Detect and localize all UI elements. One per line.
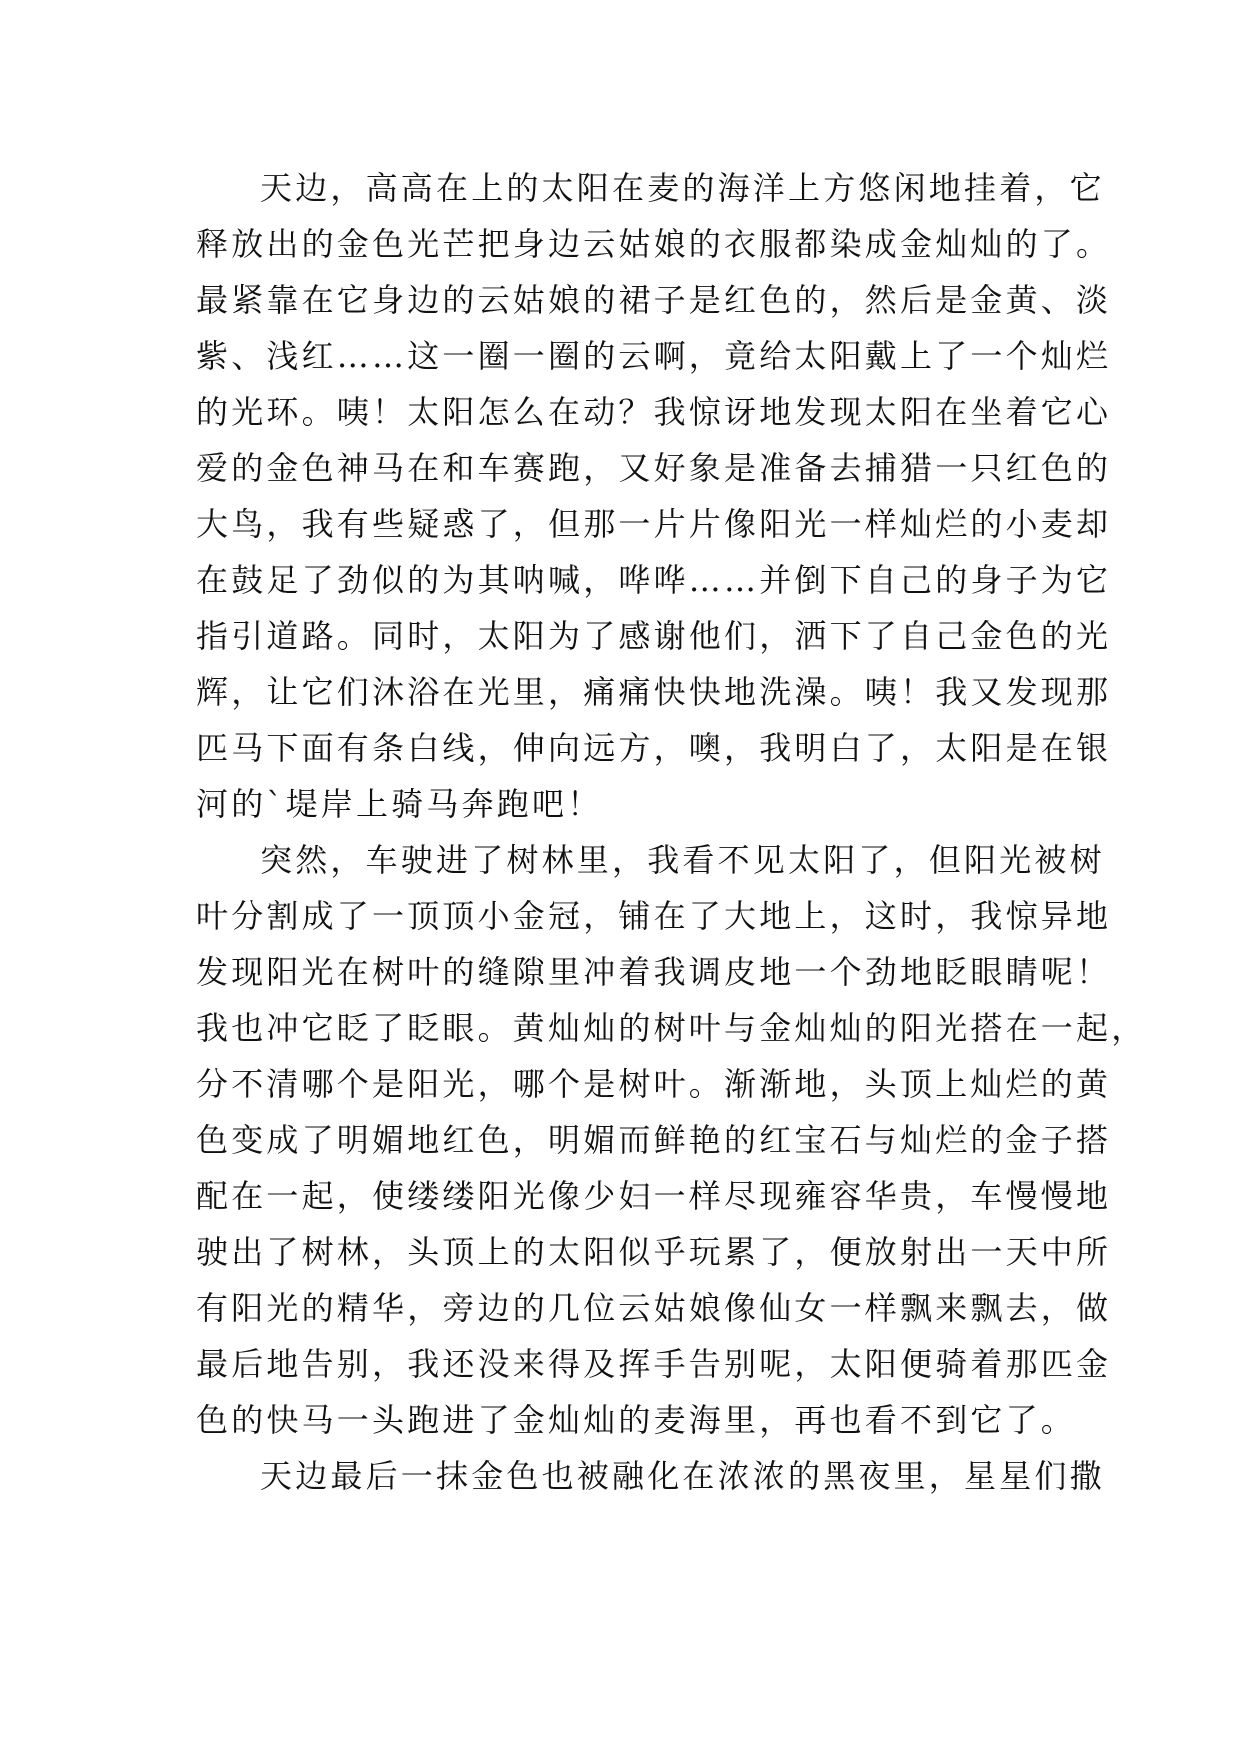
paragraph-1-line: 最紧靠在它身边的云姑娘的裙子是红色的，然后是金黄、淡 <box>196 281 1112 319</box>
paragraph-2-line: 配在一起，使缕缕阳光像少妇一样尽现雍容华贵，车慢慢地 <box>196 1177 1112 1215</box>
paragraph-1-line: 爱的金色神马在和车赛跑，又好象是准备去捕猎一只红色的 <box>196 449 1112 487</box>
paragraph-2-line: 分不清哪个是阳光，哪个是树叶。渐渐地，头顶上灿烂的黄 <box>196 1065 1112 1103</box>
paragraph-1-line: 指引道路。同时，太阳为了感谢他们，洒下了自己金色的光 <box>196 617 1112 655</box>
paragraph-1-line: 的光环。咦！太阳怎么在动？我惊讶地发现太阳在坐着它心 <box>196 393 1112 431</box>
paragraph-2-line: 发现阳光在树叶的缝隙里冲着我调皮地一个劲地眨眼睛呢！ <box>196 953 1112 991</box>
paragraph-1-line: 河的`堤岸上骑马奔跑吧！ <box>196 785 603 823</box>
paragraph-2-line: 叶分割成了一顶顶小金冠，铺在了大地上，这时，我惊异地 <box>196 897 1112 935</box>
paragraph-2-line: 我也冲它眨了眨眼。黄灿灿的树叶与金灿灿的阳光搭在一起， <box>196 1009 1147 1047</box>
paragraph-1-line: 天边，高高在上的太阳在麦的海洋上方悠闲地挂着，它 <box>260 169 1105 207</box>
paragraph-2-line: 色的快马一头跑进了金灿灿的麦海里，再也看不到它了。 <box>196 1401 1077 1439</box>
paragraph-1-line: 辉，让它们沐浴在光里，痛痛快快地洗澡。咦！我又发现那 <box>196 673 1112 711</box>
paragraph-2-line: 驶出了树林，头顶上的太阳似乎玩累了，便放射出一天中所 <box>196 1233 1112 1271</box>
paragraph-1-line: 释放出的金色光芒把身边云姑娘的衣服都染成金灿灿的了。 <box>196 225 1112 263</box>
body-text <box>196 160 1147 1504</box>
paragraph-2-line: 突然，车驶进了树林里，我看不见太阳了，但阳光被树 <box>260 841 1105 879</box>
paragraph-2-line: 有阳光的精华，旁边的几位云姑娘像仙女一样飘来飘去，做 <box>196 1289 1112 1327</box>
paragraph-2-line: 色变成了明媚地红色，明媚而鲜艳的红宝石与灿烂的金子搭 <box>196 1121 1112 1159</box>
paragraph-1-line: 匹马下面有条白线，伸向远方，噢，我明白了，太阳是在银 <box>196 729 1112 767</box>
paragraph-2-line: 最后地告别，我还没来得及挥手告别呢，太阳便骑着那匹金 <box>196 1345 1112 1383</box>
paragraph-1-line: 在鼓足了劲似的为其呐喊，哗哗……并倒下自己的身子为它 <box>196 561 1112 599</box>
paragraph-1-line: 大鸟，我有些疑惑了，但那一片片像阳光一样灿烂的小麦却 <box>196 505 1112 543</box>
paragraph-1-line: 紫、浅红……这一圈一圈的云啊，竟给太阳戴上了一个灿烂 <box>196 337 1112 375</box>
paragraph-3-line: 天边最后一抹金色也被融化在浓浓的黑夜里，星星们撒 <box>260 1457 1105 1495</box>
